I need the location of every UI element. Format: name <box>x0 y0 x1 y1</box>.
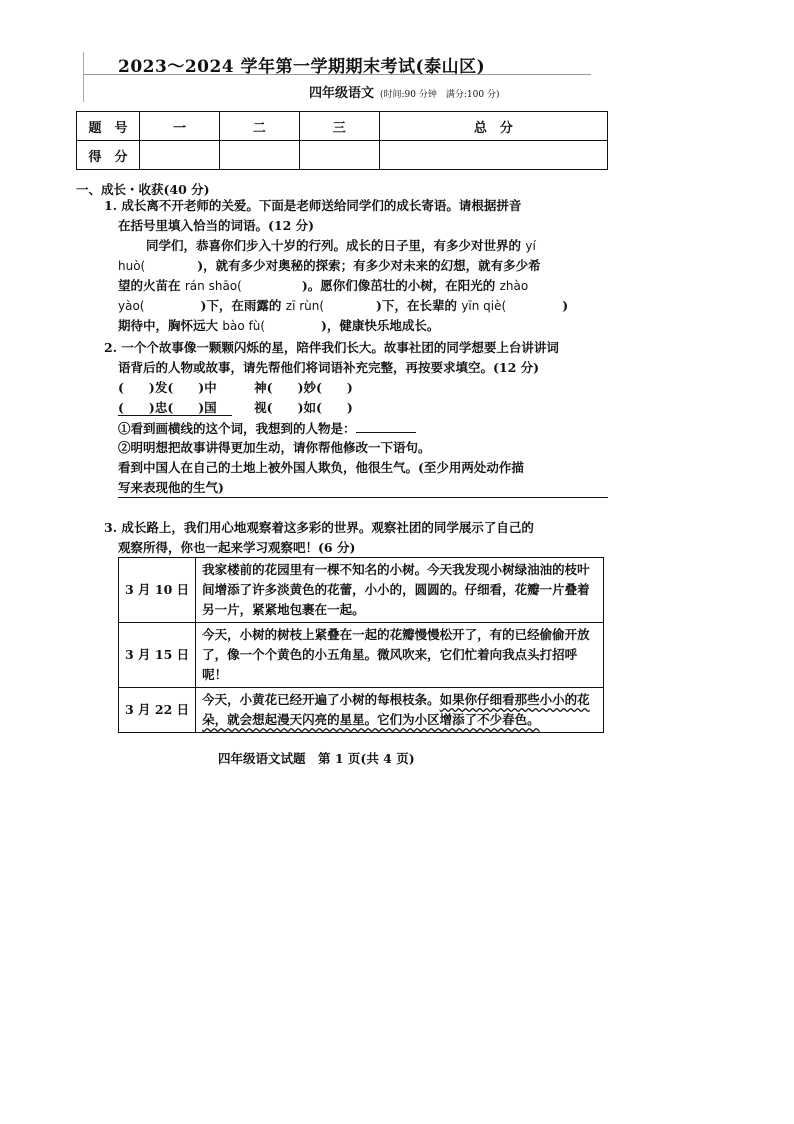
section-heading: 一、成长・收获(40 分) <box>76 182 210 197</box>
score-cell-part2: 二 <box>219 112 299 141</box>
q2-idiom-row2[interactable]: ( )忠( )国 视( )如( ) <box>118 400 353 415</box>
score-header-row <box>77 112 608 141</box>
pinyin-zhao: zhào <box>499 279 529 293</box>
q1-stem-line2: 在括号里填入恰当的词语。(12 分) <box>118 218 315 233</box>
q1-passage-line2: huò( )，就有多少对奥秘的探索；有多少对未来的幻想，就有多少希 <box>118 258 541 273</box>
q2-sub2: ②明明想把故事讲得更加生动，请你帮他修改一下语句。 <box>118 440 431 455</box>
score-row-label: 得 分 <box>77 141 140 170</box>
q2-sentence-line2: 写来表现他的生气) <box>118 480 224 495</box>
subject-label: 四年级语文 <box>309 86 375 101</box>
observation-row <box>119 623 604 688</box>
observation-table <box>118 557 604 733</box>
header-left-rule <box>83 52 84 102</box>
pinyin-yi: yí <box>525 239 536 253</box>
score-cell-part1: 一 <box>140 112 220 141</box>
q2-stem-line1: 2. 一个个故事像一颗颗闪烁的星，陪伴我们长大。故事社团的同学想要上台讲讲词 <box>104 340 559 355</box>
pinyin-zirun: zī rùn( <box>285 299 325 313</box>
observation-date: 3 月 15 日 <box>119 623 196 688</box>
pinyin-yao: yào( <box>118 299 145 313</box>
q2-sentence-line1: 看到中国人在自己的土地上被外国人欺负，他很生气。(至少用两处动作描 <box>118 460 524 475</box>
pinyin-ranshao: rán shāo( <box>184 279 242 293</box>
score-input-part1[interactable] <box>140 141 220 170</box>
exam-title: 2023～2024 学年第一学期期末考试(泰山区) <box>118 57 486 77</box>
observation-date: 3 月 22 日 <box>119 688 196 733</box>
q1-passage-line1: 同学们，恭喜你们步入十岁的行列。成长的日子里，有多少对世界的 yí <box>146 238 536 253</box>
observation-row <box>119 558 604 623</box>
q3-stem-line1: 3. 成长路上，我们用心地观察着这多彩的世界。观察社团的同学展示了自己的 <box>104 520 534 535</box>
score-value-row <box>77 141 608 170</box>
score-input-part2[interactable] <box>219 141 299 170</box>
score-cell-label: 题 号 <box>77 112 140 141</box>
pinyin-baofu: bào fù( <box>222 319 266 333</box>
header-divider <box>83 74 591 75</box>
pinyin-yinqie: yīn qiè( <box>461 299 507 313</box>
pinyin-huo: huò( <box>118 259 146 273</box>
page-footer: 四年级语文试题 第 1 页(共 4 页) <box>218 751 415 766</box>
q3-stem-line2: 观察所得，你也一起来学习观察吧！(6 分) <box>118 540 356 555</box>
observation-text: 今天，小树的树枝上紧叠在一起的花瓣慢慢松开了，有的已经偷偷开放了，像一个个黄色的小五角星。微风吹来，它们忙着向我点头打招呼呢！ <box>196 623 604 688</box>
score-cell-part3: 三 <box>299 112 379 141</box>
score-input-total[interactable] <box>379 141 607 170</box>
score-table <box>76 111 608 170</box>
q1-stem-line1: 1. 成长离不开老师的关爱。下面是老师送给同学们的成长寄语。请根据拼音 <box>104 198 522 213</box>
score-cell-total: 总 分 <box>379 112 607 141</box>
answer-line[interactable] <box>118 497 608 498</box>
exam-subtitle <box>309 82 499 101</box>
q1-passage-line3: 望的火苗在 rán shāo( )。愿你们像茁壮的小树，在阳光的 zhào <box>118 278 529 293</box>
answer-blank-person[interactable] <box>356 418 416 433</box>
q1-passage-line5: 期待中，胸怀远大 bào fù( )，健康快乐地成长。 <box>118 318 440 333</box>
q2-stem-line2: 语背后的人物或故事，请先帮他们将词语补充完整，再按要求填空。(12 分) <box>118 360 540 375</box>
idiom-underline <box>118 415 232 416</box>
q2-idiom-row1[interactable]: ( )发( )中 神( )妙( ) <box>118 380 353 395</box>
exam-meta: (时间:90 分钟 满分:100 分) <box>380 90 500 100</box>
observation-text: 我家楼前的花园里有一棵不知名的小树。今天我发现小树绿油油的枝叶间增添了许多淡黄色的花蕾，小小的，圆圆的。仔细看，花瓣一片叠着另一片，紧紧地包裹在一起。 <box>196 558 604 623</box>
wavy-underlined-text: 如果你仔细看那些小小的花朵，就会想起漫天闪亮的星星。它们为小区增添了不少春色。 <box>202 692 590 727</box>
q1-passage-line4: yào( )下，在雨露的 zī rùn( )下，在长辈的 yīn qiè( ) <box>118 298 569 313</box>
observation-row <box>119 688 604 733</box>
score-input-part3[interactable] <box>299 141 379 170</box>
observation-date: 3 月 10 日 <box>119 558 196 623</box>
q2-sub1: ①看到画横线的这个词，我想到的人物是： <box>118 418 416 439</box>
observation-text: 今天，小黄花已经开遍了小树的每根枝条。如果你仔细看那些小小的花朵，就会想起漫天闪亮的星星。它们为小区增添了不少春色。 <box>196 688 604 733</box>
